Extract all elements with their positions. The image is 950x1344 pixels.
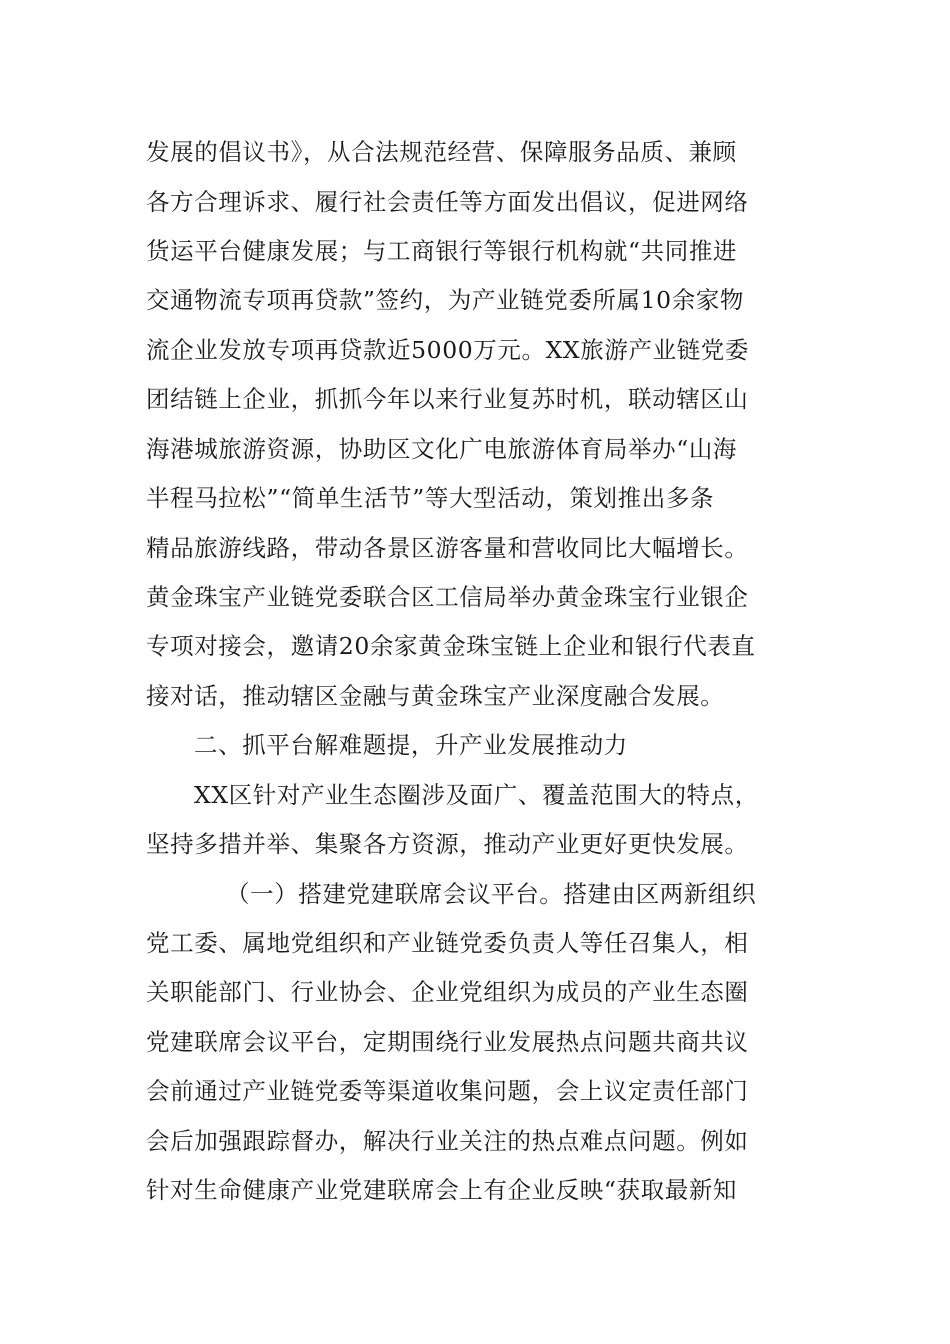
paragraph-line: XX区针对产业生态圈涉及面广、覆盖范围大的特点， [194,781,759,809]
text-line: 流企业发放专项再贷款近5000万元。XX旅游产业链党委 [146,336,749,364]
paragraph-line: 坚持多措并举、集聚各方资源，推动产业更好更快发展。 [146,830,749,858]
text-line: 货运平台健康发展；与工商银行等银行机构就“共同推进 [146,237,738,265]
paragraph-line: 关职能部门、行业协会、企业党组织为成员的产业生态圈 [146,978,749,1006]
section-heading: 二、抓平台解难题提，升产业发展推动力 [194,731,628,759]
text-line: 精品旅游线路，带动各景区游客量和营收同比大幅增长。 [146,534,749,562]
text-line: 接对话，推动辖区金融与黄金珠宝产业深度融合发展。 [146,682,725,710]
paragraph-line: 会后加强跟踪督办，解决行业关注的热点难点问题。例如 [146,1127,749,1155]
paragraph-line: 党建联席会议平台，定期围绕行业发展热点问题共商共议 [146,1028,749,1056]
paragraph-line: 会前通过产业链党委等渠道收集问题，会上议定责任部门 [146,1077,749,1105]
text-line: 交通物流专项再贷款”签约，为产业链党委所属10余家物 [146,286,745,314]
paragraph-line: 针对生命健康产业党建联席会上有企业反映“获取最新知 [146,1176,738,1204]
text-line: 发展的倡议书》，从合法规范经营、保障服务品质、兼顾 [146,138,737,166]
text-line: 半程马拉松”“简单生活节”等大型活动，策划推出多条 [146,484,715,512]
text-line: 团结链上企业，抓抓今年以来行业复苏时机，联动辖区山 [146,385,749,413]
paragraph-line: （一）搭建党建联席会议平台。搭建由区两新组织 [226,880,757,908]
text-line: 黄金珠宝产业链党委联合区工信局举办黄金珠宝行业银企 [146,583,749,611]
text-line: 海港城旅游资源，协助区文化广电旅游体育局举办“山海 [146,435,738,463]
text-line: 各方合理诉求、履行社会责任等方面发出倡议，促进网络 [146,188,749,216]
paragraph-line: 党工委、属地党组织和产业链党委负责人等任召集人，相 [146,929,749,957]
text-line: 专项对接会，邀请20余家黄金珠宝链上企业和银行代表直 [146,632,756,660]
